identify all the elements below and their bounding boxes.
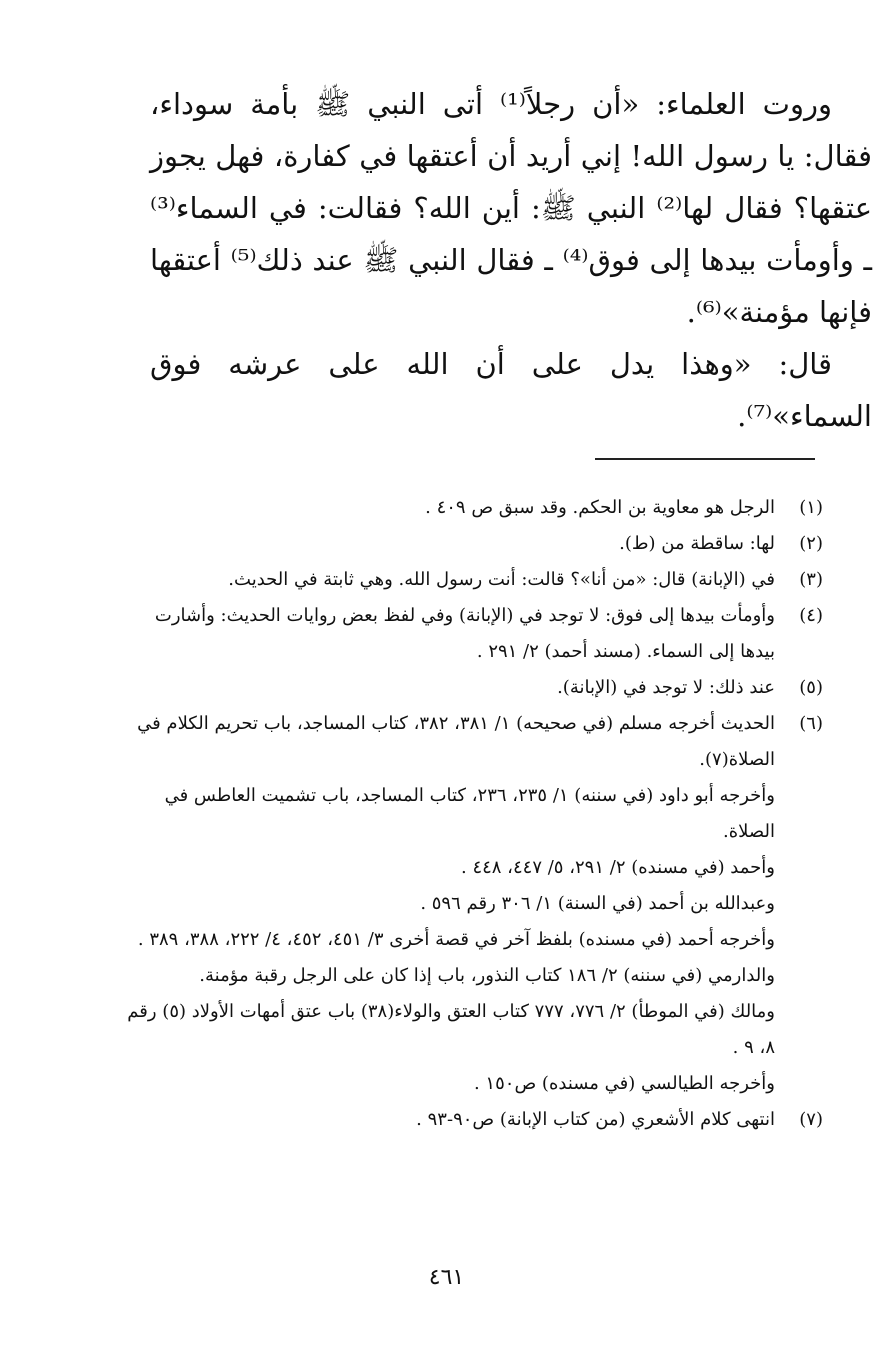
footnote-number: (٧) <box>799 1109 823 1130</box>
footnote-number: (٣) <box>799 569 823 590</box>
footnote-2 <box>123 526 823 562</box>
footnote-6 <box>123 706 823 1102</box>
footnote-text: والدارمي (في سننه) ٢/ ١٨٦ كتاب النذور، باب إذا كان على الرجل رقبة مؤمنة. <box>199 965 775 986</box>
footnote-7 <box>123 1102 823 1138</box>
footnote-text: وأخرجه أبو داود (في سننه) ١/ ٢٣٥، ٢٣٦، كتاب المساجد، باب تشميت العاطس في الصلاة. <box>164 785 775 842</box>
footnotes <box>123 490 823 1138</box>
footnote-separator <box>595 458 815 460</box>
footnote-number: (١) <box>799 497 823 518</box>
footnote-number: (٥) <box>799 677 823 698</box>
footnote-number: (٢) <box>799 533 823 554</box>
footnote-text: وعبدالله بن أحمد (في السنة) ١/ ٣٠٦ رقم ٥٩٦ . <box>420 893 775 914</box>
main-paragraph-hadith: وروت العلماء: «أن رجلاً⁽¹⁾ أتى النبي ﷺ بأمة سوداء، فقال: يا رسول الله! إني أريد أن أعتقها في كفارة، فهل يجوز عتقها؟ فقال لها⁽²⁾ النبي ﷺ: أين الله؟ فقالت: في السماء⁽³⁾ ـ وأومأت بيدها إلى فوق⁽⁴⁾ ـ فقال النبي ﷺ عند ذلك⁽⁵⁾ أعتقها فإنها مؤمنة»⁽⁶⁾. <box>150 87 873 329</box>
footnote-3 <box>123 562 823 598</box>
footnote-5 <box>123 670 823 706</box>
footnote-text: عند ذلك: لا توجد في (الإبانة). <box>557 677 775 698</box>
footnote-text: وأخرجه أحمد (في مسنده) بلفظ آخر في قصة أخرى ٣/ ٤٥١، ٤٥٢، ٤/ ٢٢٢، ٣٨٨، ٣٨٩ . <box>137 929 775 950</box>
footnote-text: الرجل هو معاوية بن الحكم. وقد سبق ص ٤٠٩ . <box>425 497 775 518</box>
main-paragraph-conclusion: قال: «وهذا يدل على أن الله على عرشه فوق السماء»⁽⁷⁾. <box>150 347 872 433</box>
footnote-text: الحديث أخرجه مسلم (في صحيحه) ١/ ٣٨١، ٣٨٢، كتاب المساجد، باب تحريم الكلام في الصلاة(٧). <box>137 713 775 770</box>
main-text <box>150 78 872 442</box>
footnote-text: وأومأت بيدها إلى فوق: لا توجد في (الإبانة) وفي لفظ بعض روايات الحديث: وأشارت بيدها إلى السماء. (مسند أحمد) ٢/ ٢٩١ . <box>154 605 775 662</box>
footnote-1 <box>123 490 823 526</box>
footnote-text: انتهى كلام الأشعري (من كتاب الإبانة) ص٩٠-٩٣ . <box>416 1109 775 1130</box>
footnote-text: في (الإبانة) قال: «من أنا»؟ قالت: أنت رسول الله. وهي ثابتة في الحديث. <box>228 569 775 590</box>
footnote-text: لها: ساقطة من (ط). <box>619 533 775 554</box>
footnote-4 <box>123 598 823 670</box>
footnote-text: وأخرجه الطيالسي (في مسنده) ص١٥٠ . <box>473 1073 775 1094</box>
page-number: ٤٦١ <box>428 1265 465 1290</box>
footnote-text: ومالك (في الموطأ) ٢/ ٧٧٦، ٧٧٧ كتاب العتق والولاء(٣٨) باب عتق أمهات الأولاد (٥) رقم ٨، ٩ . <box>127 1001 775 1058</box>
footnote-number: (٦) <box>799 713 823 734</box>
footnote-text: وأحمد (في مسنده) ٢/ ٢٩١، ٥/ ٤٤٧، ٤٤٨ . <box>460 857 775 878</box>
footnote-number: (٤) <box>799 605 823 626</box>
